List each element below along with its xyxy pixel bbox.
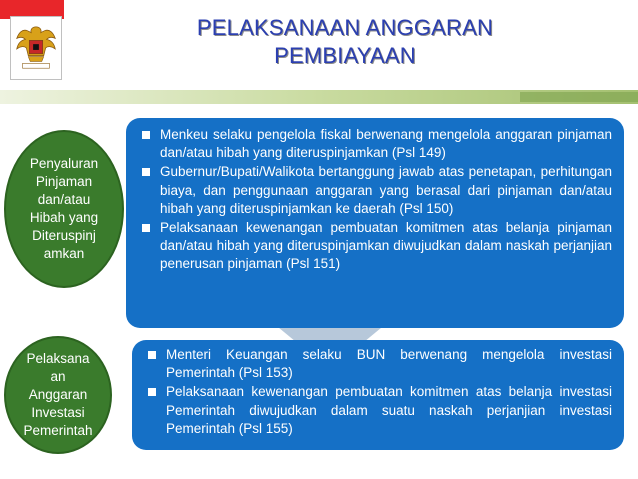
bullet-text: Pelaksanaan kewenangan pembuatan komitmen atas belanja investasi Pemerintah diwujudkan dalam suatu naskah perjanjian investasi Pemerintah (Psl 155) (166, 384, 612, 436)
bullet-text: Pelaksanaan kewenangan pembuatan komitmen atas belanja pinjaman dan/atau hibah yang diteruspinjamkan diwujudkan dalam naskah perjanjian penerusan pinjaman (Psl 151) (160, 220, 612, 272)
square-bullet-icon (148, 388, 156, 396)
square-bullet-icon (142, 131, 150, 139)
section-heading-line: amkan (43, 246, 85, 261)
section-heading-line: Penyaluran (29, 156, 99, 171)
square-bullet-icon (148, 351, 156, 359)
bullet-item (140, 126, 612, 162)
page-title (140, 14, 550, 70)
section-heading-line: Pemerintah (23, 423, 93, 438)
bullet-item (140, 163, 612, 218)
section-heading-line: Pelaksana (26, 351, 90, 366)
bullet-item (146, 383, 612, 438)
square-bullet-icon (142, 168, 150, 176)
bullet-item (140, 219, 612, 274)
section-heading-penyaluran (4, 130, 124, 288)
bullet-text: Gubernur/Bupati/Walikota bertanggung jawab atas penetapan, perhitungan biaya, dan penggunaan anggaran yang berasal dari pinjaman dan/atau hibah yang diteruspinjamkan ke daerah (Psl 150) (160, 164, 612, 216)
bullet-item (146, 346, 612, 382)
bullet-text: Menteri Keuangan selaku BUN berwenang mengelola investasi Pemerintah (Psl 153) (166, 347, 612, 381)
bullet-panel-investasi (132, 340, 624, 450)
garuda-emblem-icon (10, 16, 62, 80)
header-band-accent (520, 92, 638, 102)
page-title-line-2: PEMBIAYAAN (274, 43, 416, 68)
page-title-line-1: PELAKSANAAN ANGGARAN (196, 15, 494, 40)
section-heading-line: Diteruspinj (32, 228, 96, 243)
bullet-text: Menkeu selaku pengelola fiskal berwenang mengelola anggaran pinjaman dan/atau hibah yang diteruspinjamkan (Psl 149) (160, 127, 612, 161)
square-bullet-icon (142, 224, 150, 232)
section-heading-line: Hibah yang (29, 210, 99, 225)
bullet-panel-penyaluran (126, 118, 624, 328)
section-heading-line: Anggaran (28, 387, 88, 402)
section-heading-line: an (50, 369, 66, 384)
section-heading-line: Investasi (31, 405, 85, 420)
section-heading-line: Pinjaman (35, 174, 93, 189)
section-heading-line: dan/atau (37, 192, 91, 207)
section-heading-investasi (4, 336, 112, 454)
